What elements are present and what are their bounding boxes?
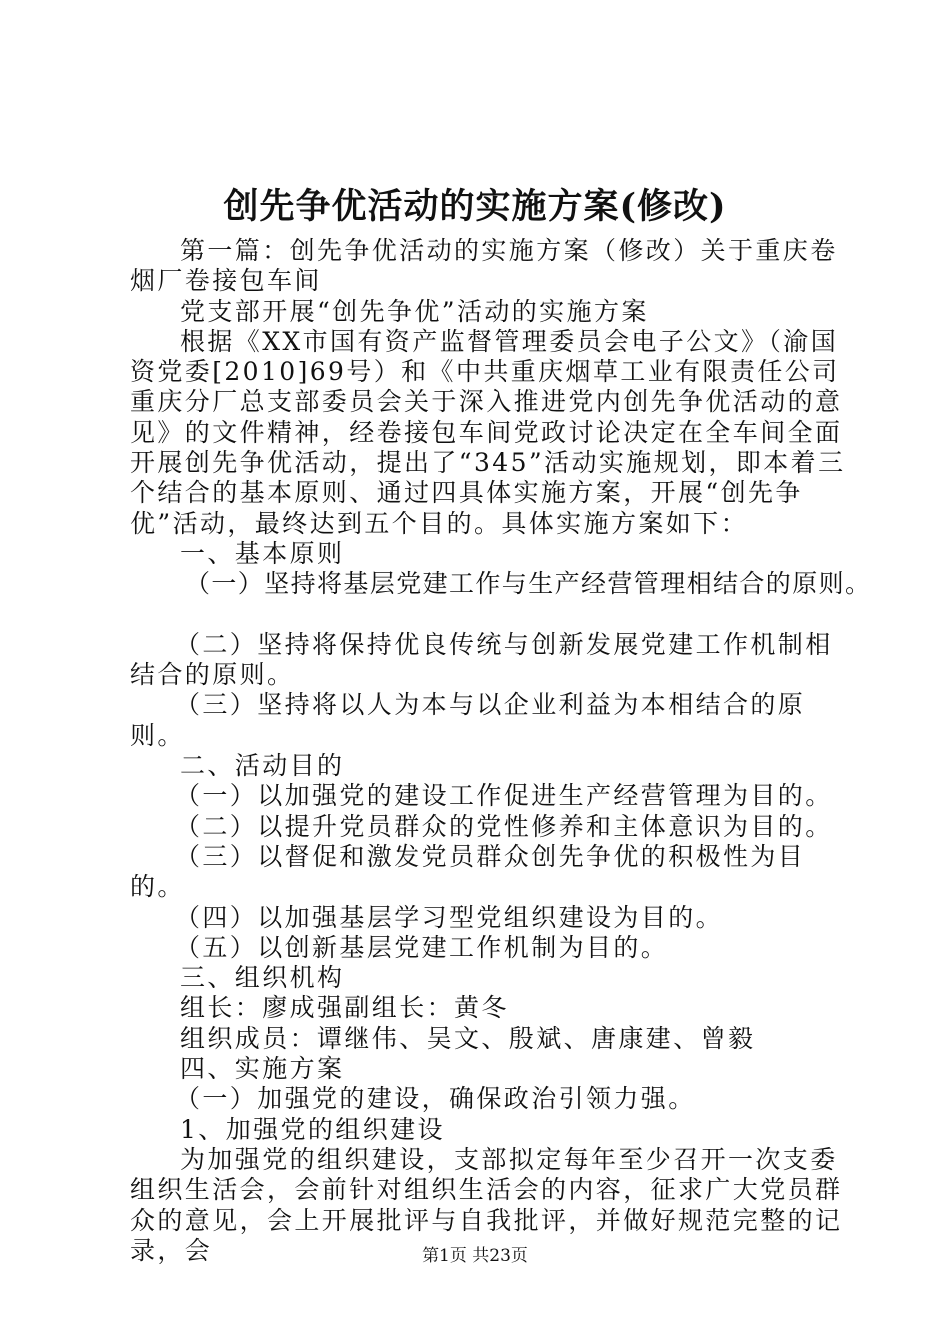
plan-item-1: （一）加强党的建设，确保政治引领力强。 [175,1084,696,1114]
blank-line [130,600,850,630]
organization-members: 组织成员：谭继伟、吴文、殷斌、唐康建、曾毅 [180,1023,756,1053]
page-number: 第1页 共23页 [422,1246,528,1266]
principle-item-2: （二）坚持将保持优良传统与创新发展党建工作机制相结合的原则。 [130,629,833,690]
goal-item-4: （四）以加强基层学习型党组织建设为目的。 [175,902,724,932]
document-title: 创先争优活动的实施方案(修改) [223,186,727,227]
section-heading-goals: 二、活动目的 [180,751,345,781]
goal-item-5: （五）以创新基层党建工作机制为目的。 [175,932,669,962]
section-heading-organization: 三、组织机构 [180,963,345,993]
paragraph-subtitle: 党支部开展“创先争优”活动的实施方案 [180,296,649,326]
paragraph-organization-building: 为加强党的组织建设，支部拟定每年至少召开一次支委组织生活会，会前针对组织生活会的内容，征求广大党员群众的意见，会上开展批评与自我批评，并做好规范完整的记录，会 [130,1144,843,1265]
document-body [130,236,872,1266]
organization-leaders: 组长：廖成强副组长：黄冬 [180,993,509,1023]
paragraph-basis: 根据《XX市国有资产监督管理委员会电子公文》（渝国资党委[2010]69号）和《中共重庆烟草工业有限责任公司重庆分厂总支部委员会关于深入推进党内创先争优活动的意见》的文件精神，经卷接包车间党政讨论决定在全车间全面开展创先争优活动，提出了“345”活动实施规划，即本着三个结合的基本原则、通过四具体实施方案，开展“创先争优”活动，最终达到五个目的。具体实施方案如下： [130,326,846,538]
paragraph-intro: 第一篇：创先争优活动的实施方案（修改）关于重庆卷烟厂卷接包车间 [130,236,838,296]
plan-subheading-1: 1、加强党的组织建设 [180,1114,445,1144]
principle-item-1: （一）坚持将基层党建工作与生产经营管理相结合的原则。 [185,569,872,599]
section-heading-principles: 一、基本原则 [180,538,345,568]
goal-item-3: （三）以督促和激发党员群众创先争优的积极性为目的。 [130,841,806,902]
section-heading-plan: 四、实施方案 [180,1054,345,1084]
principle-item-3: （三）坚持将以人为本与以企业利益为本相结合的原则。 [130,690,806,750]
goal-item-1: （一）以加强党的建设工作促进生产经营管理为目的。 [175,781,833,811]
goal-item-2: （二）以提升党员群众的党性修养和主体意识为目的。 [175,811,833,841]
